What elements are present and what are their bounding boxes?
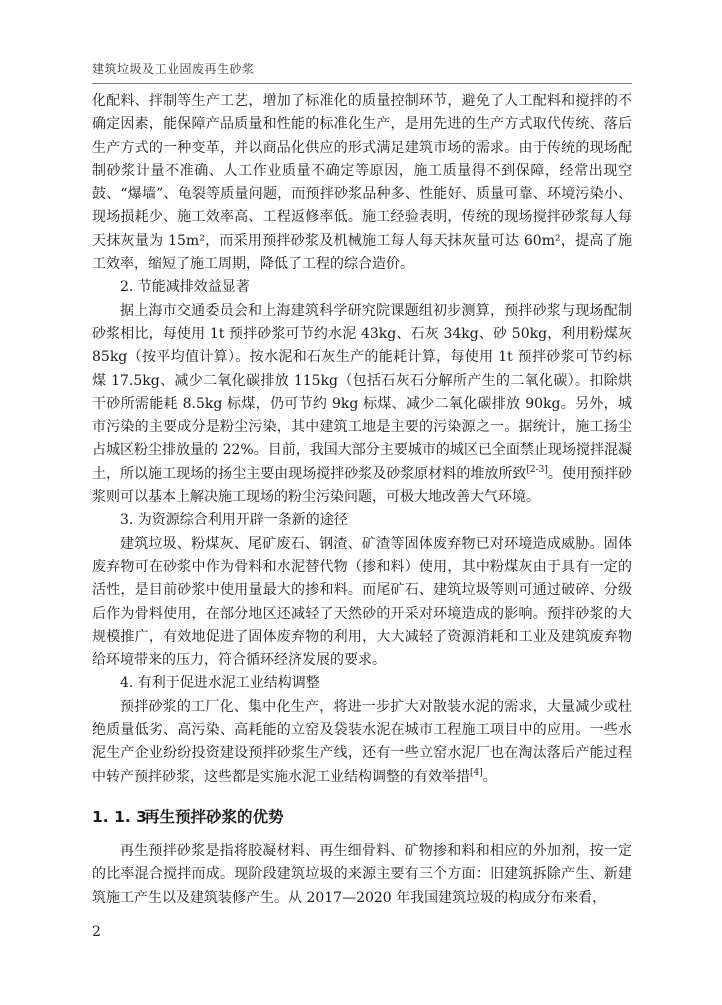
paragraph-text: 。使用预拌砂浆则可以基本上解决施工现场的粉尘污染问题，可极大地改善大气环境。	[92, 465, 633, 506]
citation-superscript[interactable]: [4]	[470, 767, 483, 778]
paragraph-resource-utilization: 建筑垃圾、粉煤灰、尾矿废石、钢渣、矿渣等固体废弃物已对环境造成威胁。固体废弃物可在砂浆中作为骨料和水泥替代物（掺和料）使用，其中粉煤灰由于具有一定的活性，是目前砂浆中使用量最大的掺和料。而尾矿石、建筑垃圾等则可通过破碎、分级后作为骨料使用，在部分地区还减轻了天然砂的开采对环境造成的影响。预拌砂浆的大规模推广，有效地促进了固体废弃物的利用，大大减轻了资源消耗和工业及建筑废弃物给环境带来的压力，符合循环经济发展的要求。	[92, 535, 632, 669]
section-number: 1. 1. 3	[92, 807, 147, 826]
subheading-cement-industry: 4. 有利于促进水泥工业结构调整	[120, 675, 320, 692]
citation-superscript[interactable]: [2-3]	[526, 464, 548, 475]
section-heading	[92, 806, 632, 828]
paragraph-cement-industry	[92, 696, 632, 789]
paragraph-energy-saving	[92, 300, 632, 510]
subheading-resource-utilization: 3. 为资源综合利用开辟一条新的途径	[120, 512, 348, 529]
page-number: 2	[92, 924, 101, 940]
page-body	[92, 90, 632, 910]
paragraph-continued: 化配料、拌制等生产工艺，增加了标准化的质量控制环节，避免了人工配料和搅拌的不确定因素，能保障产品质量和性能的标准化生产，是用先进的生产方式取代传统、落后生产方式的一种变革，并以商品化供应的形式满足建筑市场的需求。由于传统的现场配制砂浆计量不准确、人工作业质量不确定等原因，施工质量得不到保障，经常出现空鼓、“爆墙”、龟裂等质量问题，而预拌砂浆品种多、性能好、质量可靠、环境污染小、现场损耗少、施工效率高、工程返修率低。施工经验表明，传统的现场搅拌砂浆每人每天抹灰量为 15m²，而采用预拌砂浆及机械施工每人每天抹灰量可达 60m²，提高了施工效率，缩短了施工周期，降低了工程的综合造价。	[92, 93, 632, 273]
section-title: 再生预拌砂浆的优势	[144, 807, 284, 826]
header-divider	[92, 83, 632, 84]
subheading-energy-saving: 2. 节能减排效益显著	[120, 279, 250, 296]
paragraph-text: 。	[482, 768, 497, 785]
paragraph-text: 预拌砂浆的工厂化、集中化生产，将进一步扩大对散装水泥的需求，大量减少或杜绝质量低劣、高污染、高耗能的立窑及袋装水泥在城市工程施工项目中的应用。一些水泥生产企业纷纷投资建设预拌砂浆生产线，还有一些立窑水泥厂也在淘汰落后产能过程中转产预拌砂浆，这些都是实施水泥工业结构调整的有效举措	[92, 698, 632, 785]
paragraph-recycled-mortar: 再生预拌砂浆是指将胶凝材料、再生细骨料、矿物掺和料和相应的外加剂，按一定的比率混合搅拌而成。现阶段建筑垃圾的来源主要有三个方面：旧建筑拆除产生、新建筑施工产生以及建筑装修产生。从 2017—2020 年我国建筑垃圾的构成分布来看，	[92, 842, 632, 906]
paragraph-text: 据上海市交通委员会和上海建筑科学研究院课题组初步测算，预拌砂浆与现场配制砂浆相比，每使用 1t 预拌砂浆可节约水泥 43kg、石灰 34kg、砂 50kg，利用粉煤灰 85kg（按平均值计算）。按水泥和石灰生产的能耗计算，每使用 1t 预拌砂浆可节约标煤 17.5kg、减少二氧化碳排放 115kg（包括石灰石分解所产生的二氧化碳）。扣除烘干砂所需能耗 8.5kg 标煤，仍可节约 9kg 标煤、减少二氧化碳排放 90kg。另外，城市污染的主要成分是粉尘污染，其中建筑工地是主要的污染源之一。据统计，施工扬尘占城区粉尘排放量的 22%。目前，我国大部分主要城市的城区已全面禁止现场搅拌混凝土，所以施工现场的扬尘主要由现场搅拌砂浆及砂浆原材料的堆放所致	[92, 302, 632, 482]
running-header: 建筑垃圾及工业固废再生砂浆	[92, 62, 255, 76]
